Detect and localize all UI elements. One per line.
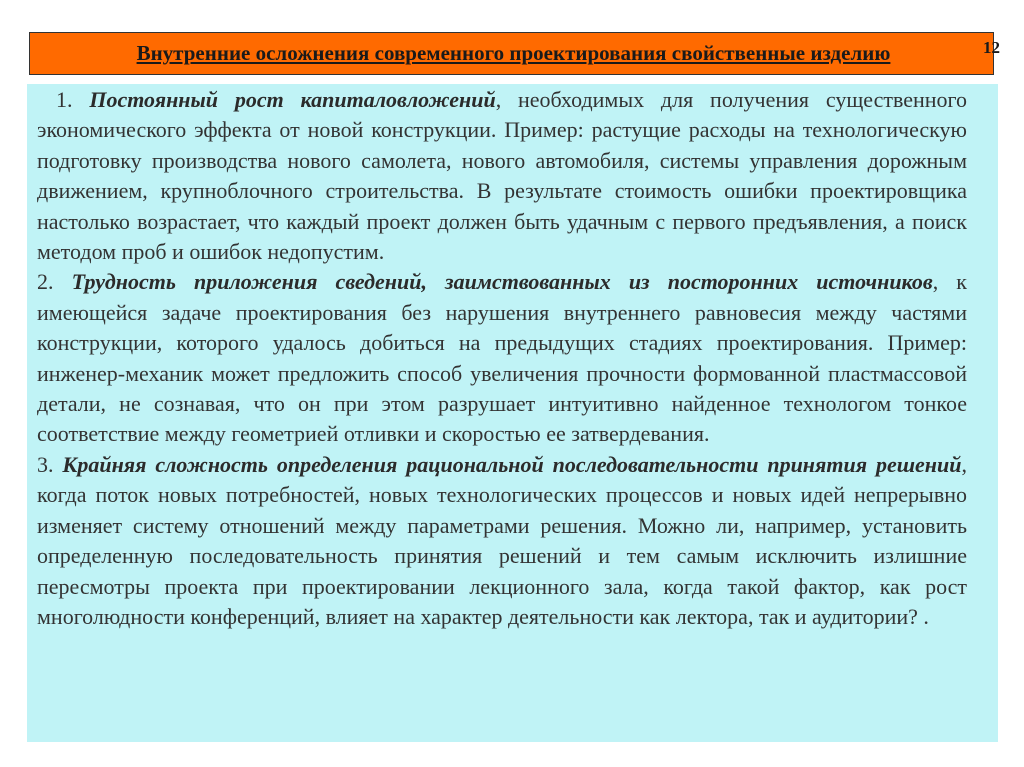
item-number: 1.: [56, 87, 73, 112]
item-emphasis: Крайняя сложность определения рациональной последовательности принятия решений: [62, 451, 962, 477]
list-item-1: [37, 85, 967, 267]
item-number: 2.: [37, 269, 54, 295]
title-bar: [29, 32, 994, 75]
list-item-2: [37, 267, 967, 449]
item-number: 3.: [37, 451, 54, 477]
content-box: [27, 84, 998, 742]
item-emphasis: Трудность приложения сведений, заимствованных из посторонних источников: [71, 269, 933, 295]
list-item-3: [37, 450, 967, 632]
item-text: , к имеющейся задаче проектирования без нарушения внутреннего равновесия между частями конструкции, которого удалось добиться на предыдущих стадиях проектирования. Пример: инженер-механик может предложить способ увеличения прочности формованной пластмассовой детали, не сознавая, что он при этом разрушает интуитивно найденное технологом тонкое соответствие между геометрией отливки и скоростью ее затвердевания.: [37, 269, 967, 447]
slide-number: 12: [983, 38, 1000, 57]
item-text: , когда поток новых потребностей, новых технологических процессов и новых идей непрерывно изменяет систему отношений между параметрами решения. Можно ли, например, установить определенную последовательность принятия решений и тем самым исключить излишние пересмотры проекта при проектировании лекционного зала, когда такой фактор, как рост многолюдности конференций, влияет на характер деятельности как лектора, так и аудитории? .: [37, 451, 967, 629]
slide-title: Внутренние осложнения современного проектирования свойственные изделию: [136, 41, 891, 65]
item-text: , необходимых для получения существенного экономического эффекта от новой конструкции. Пример: растущие расходы на технологическую подготовку производства нового самолета, нового автомобиля, системы управления дорожным движением, крупноблочного строительства. В результате стоимость ошибки проектировщика настолько возрастает, что каждый проект должен быть удачным с первого предъявления, а поиск методом проб и ошибок недопустим.: [37, 87, 967, 265]
item-emphasis: Постоянный рост капиталовложений: [89, 87, 496, 112]
